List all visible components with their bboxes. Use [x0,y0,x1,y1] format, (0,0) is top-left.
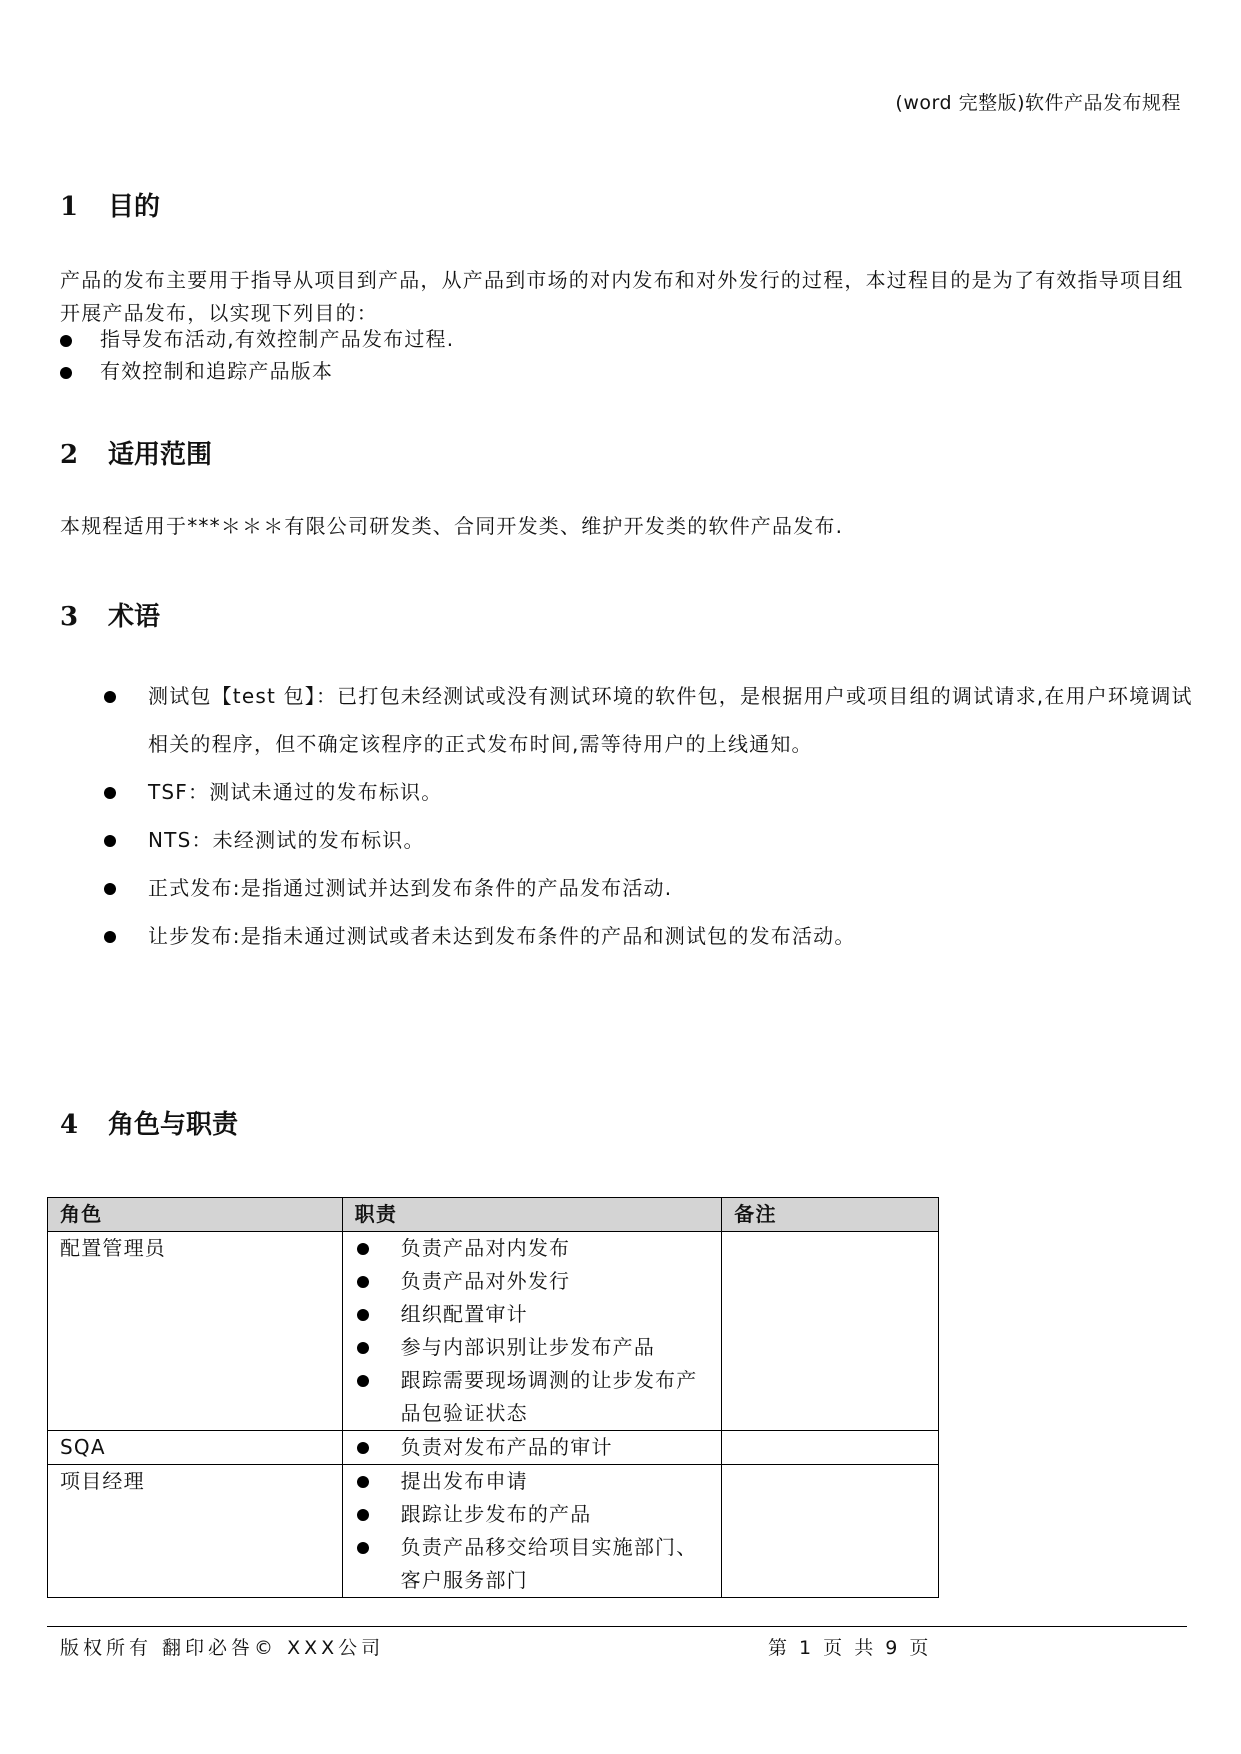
term-text: 正式发布:是指通过测试并达到发布条件的产品发布活动. [148,876,673,900]
bullet-icon [357,1309,369,1321]
section-heading-terms [60,596,160,633]
duty-text: 负责产品移交给项目实施部门、客户服务部门 [400,1535,698,1592]
table-row [48,1232,939,1431]
bullet-icon [357,1375,369,1387]
purpose-bullet [60,355,333,384]
section-heading-roles [60,1104,238,1141]
section-number: 1 [60,192,79,222]
role-cell: SQA [48,1431,343,1465]
duty-item [355,1331,710,1364]
duty-cell [342,1232,722,1431]
purpose-bullet [60,323,454,352]
bullet-icon [357,1509,369,1521]
duty-text: 负责产品对外发行 [400,1269,571,1293]
duty-item [355,1364,710,1430]
bullet-icon [357,1342,369,1354]
duty-text: 参与内部识别让步发布产品 [400,1335,656,1359]
duty-item [355,1431,710,1464]
bullet-icon [357,1243,369,1255]
section-number: 3 [60,602,79,632]
section-title: 目的 [108,192,161,222]
footer-page-number: 第 1 页 共 9 页 [768,1637,932,1659]
duty-text: 负责产品对内发布 [400,1236,571,1260]
footer-divider [47,1626,1187,1627]
term-text: 让步发布:是指未通过测试或者未达到发布条件的产品和测试包的发布活动。 [148,924,856,948]
duty-text: 负责对发布产品的审计 [400,1435,613,1459]
bullet-icon [104,883,116,895]
duty-item [355,1298,710,1331]
bullet-text: 指导发布活动,有效控制产品发布过程. [100,327,455,351]
section-heading-scope [60,434,212,471]
duty-item [355,1531,710,1597]
column-header-note: 备注 [722,1198,939,1232]
duty-item [355,1498,710,1531]
section-number: 4 [60,1110,79,1140]
column-header-role: 角色 [48,1198,343,1232]
table-row [48,1431,939,1465]
term-item [104,768,1194,816]
role-cell: 项目经理 [48,1465,343,1598]
terms-list [104,672,1194,960]
bullet-text: 有效控制和追踪产品版本 [100,359,334,383]
bullet-icon [357,1542,369,1554]
bullet-icon [104,835,116,847]
scope-paragraph: 本规程适用于***＊＊＊有限公司研发类、合同开发类、维护开发类的软件产品发布. [60,514,844,538]
bullet-icon [357,1276,369,1288]
section-title: 适用范围 [108,440,213,470]
page-header-title: (word 完整版)软件产品发布规程 [895,92,1181,114]
column-header-duty: 职责 [342,1198,722,1232]
bullet-icon [357,1476,369,1488]
duty-text: 提出发布申请 [400,1469,528,1493]
duty-text: 跟踪让步发布的产品 [400,1502,592,1526]
duty-text: 组织配置审计 [400,1302,528,1326]
section-heading-purpose [60,186,160,223]
note-cell [722,1232,939,1431]
term-item [104,864,1194,912]
duty-item [355,1265,710,1298]
term-item [104,816,1194,864]
term-text: NTS：未经测试的发布标识。 [148,828,425,852]
bullet-icon [104,787,116,799]
term-text: TSF：测试未通过的发布标识。 [148,780,443,804]
role-cell: 配置管理员 [48,1232,343,1431]
note-cell [722,1465,939,1598]
section-title: 角色与职责 [108,1110,239,1140]
term-item [104,672,1194,768]
bullet-icon [60,367,72,379]
purpose-paragraph: 产品的发布主要用于指导从项目到产品，从产品到市场的对内发布和对外发行的过程，本过程目的是为了有效指导项目组开展产品发布，以实现下列目的： [60,268,1184,325]
roles-table [47,1197,939,1598]
bullet-icon [104,691,116,703]
section-number: 2 [60,440,79,470]
duty-cell [342,1465,722,1598]
bullet-icon [60,335,72,347]
duty-item [355,1232,710,1265]
table-row [48,1465,939,1598]
bullet-icon [104,931,116,943]
footer-copyright: 版权所有 翻印必咎© XXX公司 [60,1637,385,1659]
section-title: 术语 [108,602,161,632]
term-item [104,912,1194,960]
duty-text: 跟踪需要现场调测的让步发布产品包验证状态 [400,1368,698,1425]
note-cell [722,1431,939,1465]
table-header-row [48,1198,939,1232]
bullet-icon [357,1442,369,1454]
duty-cell [342,1431,722,1465]
term-text: 测试包【test 包】：已打包未经测试或没有测试环境的软件包，是根据用户或项目组的调试请求,在用户环境调试相关的程序，但不确定该程序的正式发布时间,需等待用户的上线通知。 [148,684,1193,756]
duty-item [355,1465,710,1498]
